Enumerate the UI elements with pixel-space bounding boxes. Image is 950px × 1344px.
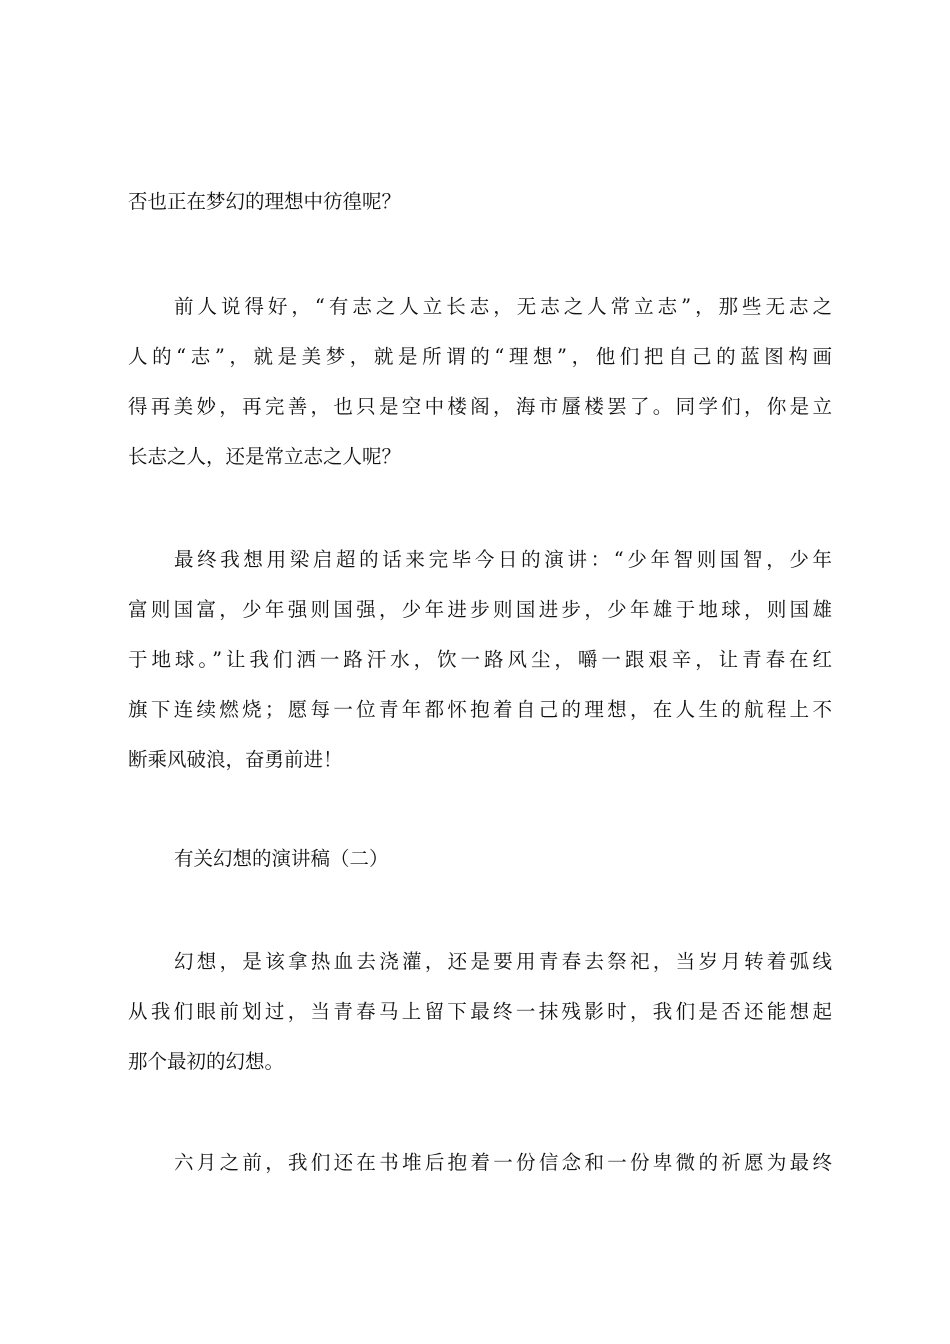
text-line-12: 从我们眼前划过，当青春马上留下最终一抹残影时，我们是否还能想起	[128, 1000, 832, 1023]
text-line-4: 得再美妙，再完善，也只是空中楼阁，海市蜃楼罢了。同学们，你是立	[128, 395, 832, 418]
text-line-9: 旗下连续燃烧；愿每一位青年都怀抱着自己的理想，在人生的航程上不	[128, 698, 832, 721]
text-line-14: 六月之前，我们还在书堆后抱着一份信念和一份卑微的祈愿为最终	[174, 1151, 832, 1174]
text-line-6: 最终我想用梁启超的话来完毕今日的演讲：“少年智则国智，少年	[174, 548, 832, 571]
text-line-2: 前人说得好，“有志之人立长志，无志之人常立志”，那些无志之	[174, 295, 832, 318]
text-line-10: 断乘风破浪，奋勇前进！	[128, 748, 343, 771]
text-line-1: 否也正在梦幻的理想中彷徨呢？	[128, 190, 402, 213]
section-heading: 有关幻想的演讲稿（二）	[174, 847, 389, 870]
text-line-5: 长志之人，还是常立志之人呢？	[128, 445, 402, 468]
text-line-7: 富则国富，少年强则国强，少年进步则国进步，少年雄于地球，则国雄	[128, 598, 832, 621]
text-line-3: 人的“志”，就是美梦，就是所谓的“理想”，他们把自己的蓝图构画	[128, 345, 832, 368]
text-line-8: 于地球。”让我们洒一路汗水，饮一路风尘，嚼一跟艰辛，让青春在红	[128, 648, 832, 671]
text-line-11: 幻想，是该拿热血去浇灌，还是要用青春去祭祀，当岁月转着弧线	[174, 950, 832, 973]
text-line-13: 那个最初的幻想。	[128, 1050, 285, 1073]
